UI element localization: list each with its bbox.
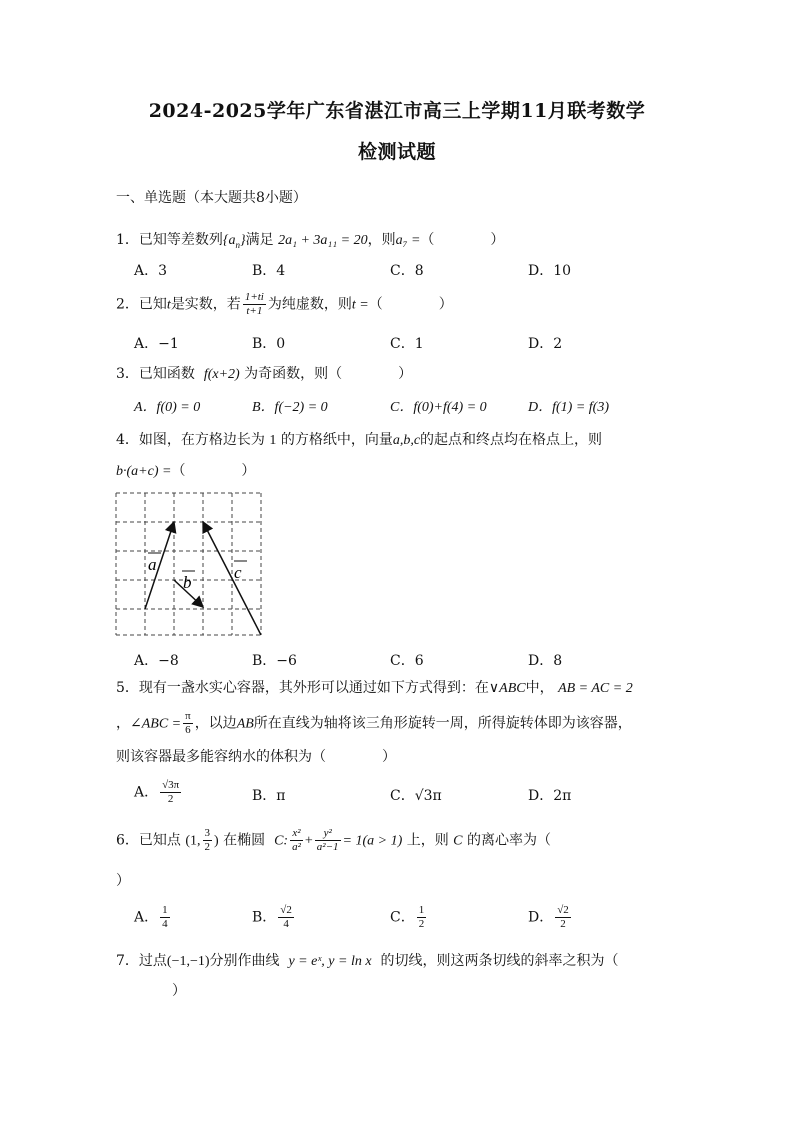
question-4-stem-line2 [116, 460, 255, 480]
q6-x-frac [290, 827, 303, 854]
q1-option-a[interactable]: A．3 [134, 263, 168, 279]
q6-option-a-den: 4 [162, 918, 168, 930]
q6-option-d-den: 2 [560, 918, 566, 930]
q6-option-b-num: √2 [280, 904, 292, 916]
question-6-stem-line1 [116, 827, 551, 854]
q4-vectors: a,b,c [392, 433, 421, 448]
q5-triangle: ∨ABC [488, 681, 526, 696]
question-4-stem-line1 [116, 429, 602, 449]
q6-c-label: C: [274, 833, 289, 849]
q6-option-c-den: 2 [418, 918, 425, 930]
exam-title-line1: 2024-2025学年广东省湛江市高三上学期11月联考数学 [148, 100, 646, 122]
q6-option-d-num: √2 [557, 904, 569, 916]
q2-blank: （ ） [368, 296, 453, 313]
q6-option-c[interactable] [390, 904, 428, 931]
q6-y-den: a²−1 [316, 841, 339, 853]
q4-mid: 的方格纸中，向量 [280, 432, 393, 448]
q5-line2-c: 所在直线为轴将该三角形旋转一周，所得旋转体即为该容器， [253, 715, 632, 732]
q4-option-a[interactable]: A．−8 [134, 653, 179, 669]
question-5-stem-line3: 则该容器最多能容纳水的体积为（ ） [116, 749, 396, 765]
q4-end: 的起点和终点均在格点上，则 [420, 432, 603, 448]
q1-option-b[interactable]: B．4 [252, 263, 286, 279]
question-5-stem-line2 [116, 710, 632, 737]
q5-option-a-label: A． [134, 784, 159, 801]
q6-option-d-frac [555, 904, 571, 931]
q6-option-c-frac [417, 904, 427, 931]
q5-option-a-num: √3π [162, 779, 180, 791]
q6-after: 上，则 [406, 832, 449, 849]
q4-blank: （ ） [171, 463, 256, 479]
q5-line2-b: ，以边 [194, 715, 237, 732]
question-7-stem-line1 [116, 950, 618, 970]
vector-b-label: b [183, 573, 192, 592]
q5-line1-mid: 中， [525, 680, 554, 696]
q6-option-a-num: 1 [162, 904, 168, 916]
q3-prefix: 3．已知函数 [116, 366, 195, 382]
question-6-stem-line2: ） [116, 873, 130, 889]
q4-option-d[interactable]: D．8 [528, 653, 563, 669]
q6-point-frac [203, 827, 213, 854]
q5-option-a-den: 2 [167, 793, 174, 805]
q6-option-b[interactable] [252, 904, 296, 931]
q1-seq-close: } [240, 233, 246, 248]
q6-option-c-label: C． [390, 909, 415, 926]
q6-point-den: 2 [204, 841, 211, 853]
q5-ab: AB [236, 716, 254, 732]
q2-ask: t = [351, 297, 369, 313]
q2-option-d[interactable]: D．2 [528, 336, 563, 352]
exam-title-line2: 检测试题 [357, 141, 436, 163]
q3-option-b[interactable]: B．f(−2) = 0 [252, 400, 328, 415]
q6-y-frac [315, 827, 341, 854]
q6-option-d-label: D． [528, 909, 554, 926]
question-1-stem [116, 229, 504, 250]
q5-angle-frac [183, 710, 193, 737]
q6-option-b-label: B． [252, 909, 277, 926]
q5-comma: ， [116, 715, 130, 732]
question-5-stem-line1 [116, 677, 633, 697]
q6-x-den: a² [292, 841, 301, 853]
q5-option-a-frac [160, 779, 181, 806]
q4-option-c[interactable]: C．6 [390, 653, 424, 669]
q3-option-a[interactable]: A．f(0) = 0 [134, 400, 201, 415]
question-7-stem-line2: ） [172, 983, 186, 999]
q2-after: 为纯虚数，则 [267, 296, 352, 313]
q5-line1: 5．现有一盏水实心容器，其外形可以通过如下方式得到：在 [116, 680, 489, 696]
q3-function: f(x+2) [203, 367, 240, 382]
q7-mid: 分别作曲线 [209, 953, 280, 969]
question-3-stem [116, 363, 412, 383]
q7-end: 的切线，则这两条切线的斜率之积为（ [380, 953, 619, 969]
q3-option-c[interactable]: C．f(0)+f(4) = 0 [390, 400, 487, 415]
q5-option-d[interactable]: D．2π [528, 788, 572, 804]
q6-prefix: 6．已知点 [116, 832, 181, 849]
q6-point-left: (1, [185, 833, 201, 849]
q6-option-a[interactable] [134, 904, 172, 931]
q2-option-c[interactable]: C．1 [390, 336, 424, 352]
q6-mid: 在椭圆 [223, 832, 266, 849]
q7-prefix: 7．过点 [116, 953, 167, 969]
q5-frac-num: π [185, 710, 191, 722]
q1-seq: {a [222, 233, 236, 248]
q7-point: (−1,−1) [166, 954, 210, 969]
q1-ask: a₇ = [395, 233, 421, 248]
question-2-stem [116, 291, 453, 318]
q6-end: 的离心率为（ [466, 832, 551, 849]
q6-option-a-label: A． [134, 909, 159, 926]
q6-x-num: x² [290, 827, 303, 841]
q2-option-b[interactable]: B．0 [252, 336, 286, 352]
vector-c-label: c [234, 563, 242, 582]
q1-option-d[interactable]: D．10 [528, 263, 572, 279]
q5-option-c[interactable]: C．√3π [390, 788, 442, 804]
q4-prefix: 4．如图，在方格边长为 [116, 432, 265, 448]
q6-option-a-frac [160, 904, 170, 931]
q4-option-b[interactable]: B．−6 [252, 653, 297, 669]
q6-plus: + [304, 833, 313, 849]
q6-option-b-den: 4 [283, 918, 289, 930]
q4-one: 1 [269, 433, 277, 448]
q6-option-d[interactable] [528, 904, 573, 931]
section-heading: 一、单选题（本大题共8小题） [116, 190, 307, 206]
q2-frac-den: t+1 [246, 305, 263, 317]
q3-option-d[interactable]: D．f(1) = f(3) [528, 400, 609, 415]
q5-option-a[interactable] [134, 779, 183, 806]
q5-option-b[interactable]: B．π [252, 788, 286, 804]
q2-mid: 是实数，若 [170, 296, 241, 313]
q6-y-num: y² [315, 827, 341, 841]
q6-eq-rest: = 1(a > 1) [342, 833, 403, 849]
q5-angle: ∠ABC = [130, 716, 182, 732]
q1-option-c[interactable]: C．8 [390, 263, 424, 279]
q6-option-b-frac [278, 904, 294, 931]
q1-blank: （ ） [420, 232, 505, 248]
q1-mid: 满足 [245, 232, 274, 248]
q7-curves: y = eˣ, y = ln x [288, 954, 372, 969]
q1-then: ，则 [367, 232, 396, 248]
q6-point-right: ) [214, 833, 219, 849]
q4-expression: b·(a+c) = [116, 464, 172, 479]
q5-equation: AB = AC = 2 [558, 681, 633, 696]
q2-prefix: 2．已知 [116, 296, 167, 313]
vector-a-label: a [148, 555, 157, 574]
q6-option-c-num: 1 [418, 904, 425, 916]
q1-seq-sub: n [235, 239, 241, 250]
q3-after: 为奇函数，则（ ） [244, 366, 413, 382]
q1-condition: 2a₁ + 3a₁₁ = 20 [278, 233, 368, 248]
q6-c: C [453, 833, 463, 849]
q1-prefix: 1．已知等差数列 [116, 232, 223, 248]
q6-point-num: 3 [204, 827, 211, 839]
q4-grid-figure [113, 490, 266, 639]
q2-t: t [166, 297, 171, 313]
q2-fraction [243, 291, 266, 318]
q2-option-a[interactable]: A．−1 [134, 336, 179, 352]
q5-frac-den: 6 [185, 724, 191, 736]
q2-frac-num: 1+ti [244, 291, 264, 303]
